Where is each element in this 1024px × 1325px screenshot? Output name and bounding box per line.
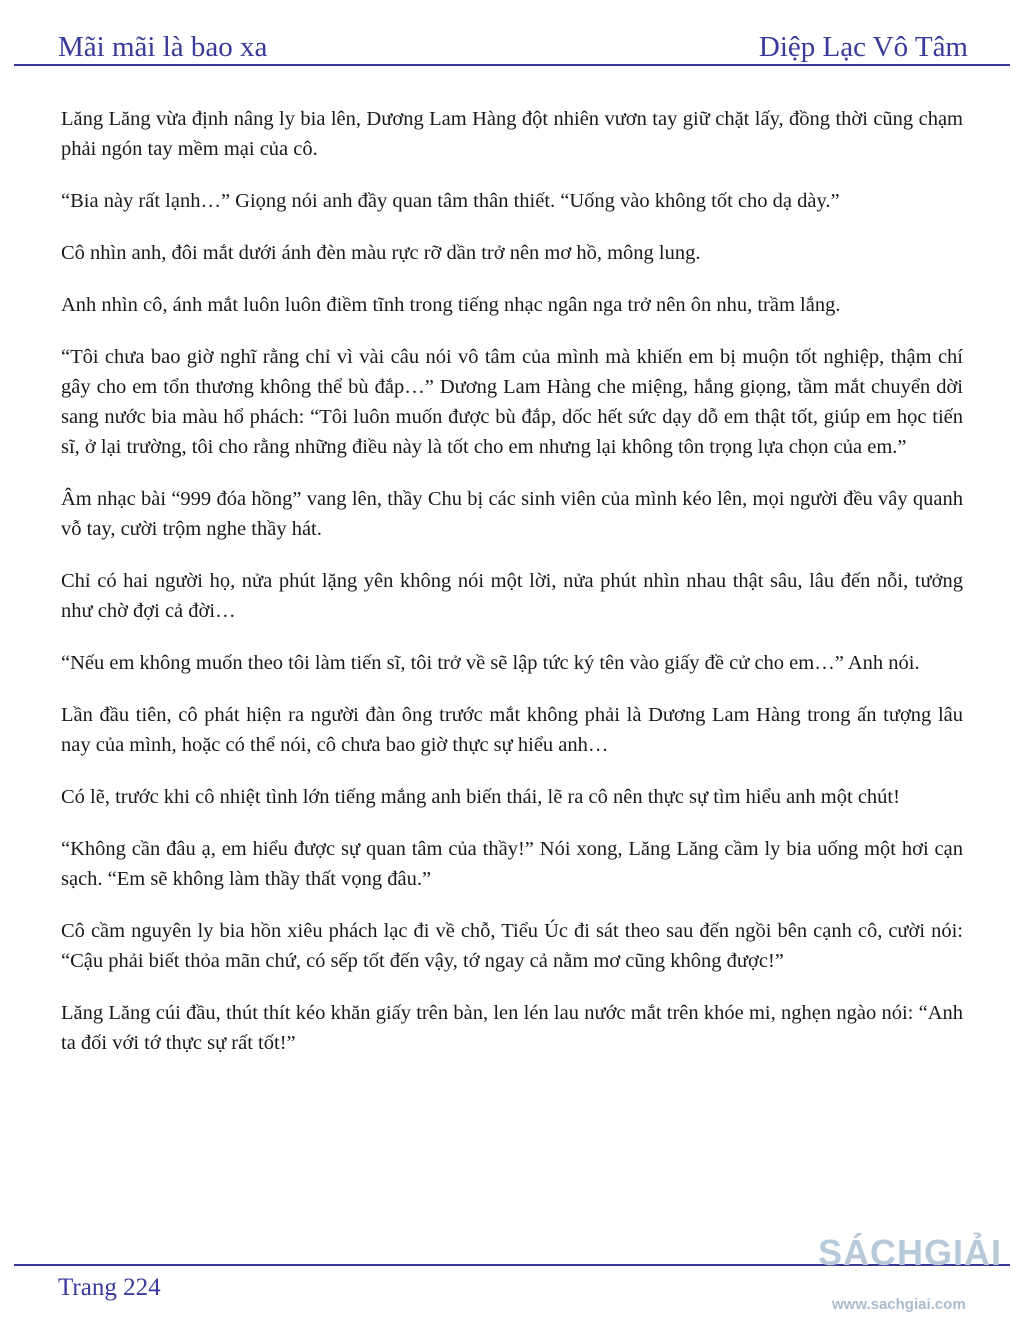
paragraph: Lần đầu tiên, cô phát hiện ra người đàn ông trước mắt không phải là Dương Lam Hàng trong ấn tượng lâu nay của mình, hoặc có thể nói, cô chưa bao giờ thực sự hiểu anh… — [61, 704, 963, 756]
paragraph: Lăng Lăng cúi đầu, thút thít kéo khăn giấy trên bàn, len lén lau nước mắt trên khóe mi, nghẹn ngào nói: “Anh ta đối với tớ thực sự rất tốt!” — [61, 1002, 963, 1054]
watermark-name: SÁCHGIẢI — [818, 1232, 1003, 1273]
header-divider — [14, 64, 1010, 66]
page-header — [58, 24, 968, 64]
paragraph: Lăng Lăng vừa định nâng ly bia lên, Dương Lam Hàng đột nhiên vươn tay giữ chặt lấy, đồng thời cũng chạm phải ngón tay mềm mại của cô. — [61, 108, 963, 160]
paragraph: Chỉ có hai người họ, nửa phút lặng yên không nói một lời, nửa phút nhìn nhau thật sâu, lâu đến nỗi, tưởng như chờ đợi cả đời… — [61, 570, 963, 622]
paragraph: “Bia này rất lạnh…” Giọng nói anh đầy quan tâm thân thiết. “Uống vào không tốt cho dạ dày.” — [61, 190, 840, 212]
paragraph: Cô cầm nguyên ly bia hồn xiêu phách lạc đi về chỗ, Tiểu Úc đi sát theo sau đến ngồi bên cạnh cô, cười nói: “Cậu phải biết thỏa mãn chứ, có sếp tốt đến vậy, tớ ngay cả nằm mơ cũng không được!” — [61, 920, 963, 972]
author-name: Diệp Lạc Vô Tâm — [758, 31, 968, 63]
book-title: Mãi mãi là bao xa — [58, 31, 268, 63]
paragraph: “Tôi chưa bao giờ nghĩ rằng chỉ vì vài câu nói vô tâm của mình mà khiến em bị muộn tốt nghiệp, thậm chí gây cho em tổn thương không thể bù đắp…” Dương Lam Hàng che miệng, hắng giọng, tầm mắt chuyển dời sang nước bia màu hổ phách: “Tôi luôn muốn được bù đắp, dốc hết sức dạy dỗ em thật tốt, giúp em học tiến sĩ, ở lại trường, tôi cho rằng những điều này là tốt cho em nhưng lại không tôn trọng lựa chọn của em.” — [61, 346, 963, 458]
paragraph: “Không cần đâu ạ, em hiểu được sự quan tâm của thầy!” Nói xong, Lăng Lăng cầm ly bia uống một hơi cạn sạch. “Em sẽ không làm thầy thất vọng đâu.” — [61, 838, 963, 890]
watermark-url: www.sachgiai.com — [832, 1296, 966, 1313]
paragraph: Anh nhìn cô, ánh mắt luôn luôn điềm tĩnh trong tiếng nhạc ngân nga trở nên ôn nhu, trầm lắng. — [61, 294, 841, 316]
watermark-logo — [818, 1222, 1018, 1322]
paragraph: Âm nhạc bài “999 đóa hồng” vang lên, thầy Chu bị các sinh viên của mình kéo lên, mọi người đều vây quanh vỗ tay, cười trộm nghe thầy hát. — [61, 488, 963, 540]
page-body — [61, 104, 963, 1080]
paragraph: Cô nhìn anh, đôi mắt dưới ánh đèn màu rực rỡ dần trở nên mơ hồ, mông lung. — [61, 242, 701, 264]
paragraph: Có lẽ, trước khi cô nhiệt tình lớn tiếng mắng anh biến thái, lẽ ra cô nên thực sự tìm hiểu anh một chút! — [61, 786, 900, 808]
page-number: Trang 224 — [58, 1274, 161, 1301]
paragraph: “Nếu em không muốn theo tôi làm tiến sĩ, tôi trở về sẽ lập tức ký tên vào giấy đề cử cho em…” Anh nói. — [61, 652, 920, 674]
